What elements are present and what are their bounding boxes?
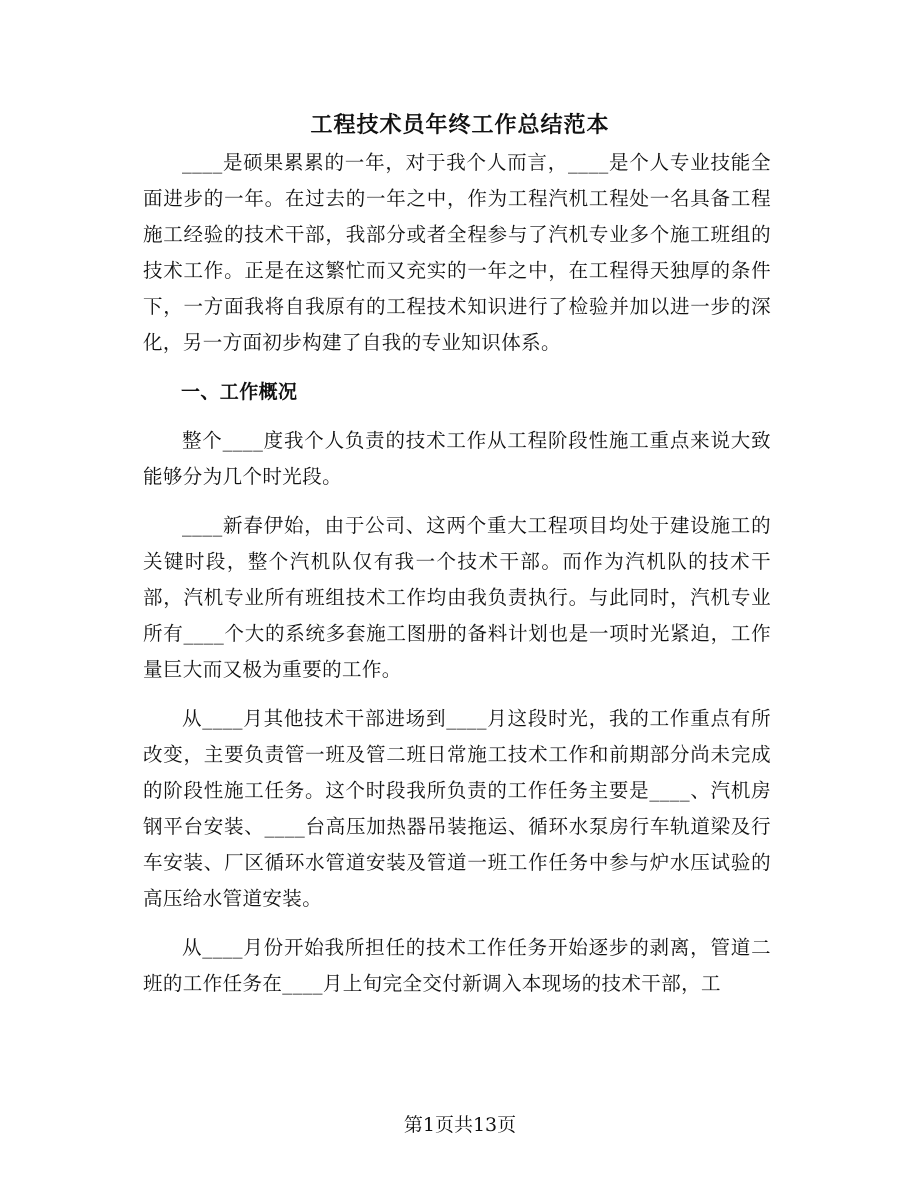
paragraph-time-periods: 整个____度我个人负责的技术工作从工程阶段性施工重点来说大致能够分为几个时光段。 bbox=[143, 429, 771, 488]
paragraph-focus-change: 从____月其他技术干部进场到____月这段时光，我的工作重点有所改变，主要负责管一班及管二班日常施工技术工作和前期部分尚未完成的阶段性施工任务。这个时段我所负责的工作任务主要是____、汽机房钢平台安装、____台高压加热器吊装拖运、循环水泵房行车轨道梁及行车安装、厂区循环水管道安装及管道一班工作任务中参与炉水压试验的高压给水管道安装。 bbox=[143, 707, 771, 910]
paragraph-intro: ____是硕果累累的一年，对于我个人而言，____是个人专业技能全面进步的一年。在过去的一年之中，作为工程汽机工程处一名具备工程施工经验的技术干部，我部分或者全程参与了汽机专业多个施工班组的技术工作。正是在这繁忙而又充实的一年之中，在工程得天独厚的条件下，一方面我将自我原有的工程技术知识进行了检验并加以进一步的深化，另一方面初步构建了自我的专业知识体系。 bbox=[143, 151, 771, 354]
document-body bbox=[143, 145, 771, 1015]
section-heading-overview: 一、工作概况 bbox=[181, 381, 298, 403]
document-title: 工程技术员年终工作总结范本 bbox=[310, 113, 610, 138]
page-number-footer: 第1页共13页 bbox=[403, 1114, 517, 1136]
paragraph-handover: 从____月份开始我所担任的技术工作任务开始逐步的剥离，管道二班的工作任务在____月上旬完全交付新调入本现场的技术干部，工 bbox=[143, 936, 771, 995]
paragraph-new-year: ____新春伊始，由于公司、这两个重大工程项目均处于建设施工的关键时段，整个汽机队仅有我一个技术干部。而作为汽机队的技术干部，汽机专业所有班组技术工作均由我负责执行。与此同时，汽机专业所有____个大的系统多套施工图册的备料计划也是一项时光紧迫，工作量巨大而又极为重要的工作。 bbox=[143, 514, 771, 681]
